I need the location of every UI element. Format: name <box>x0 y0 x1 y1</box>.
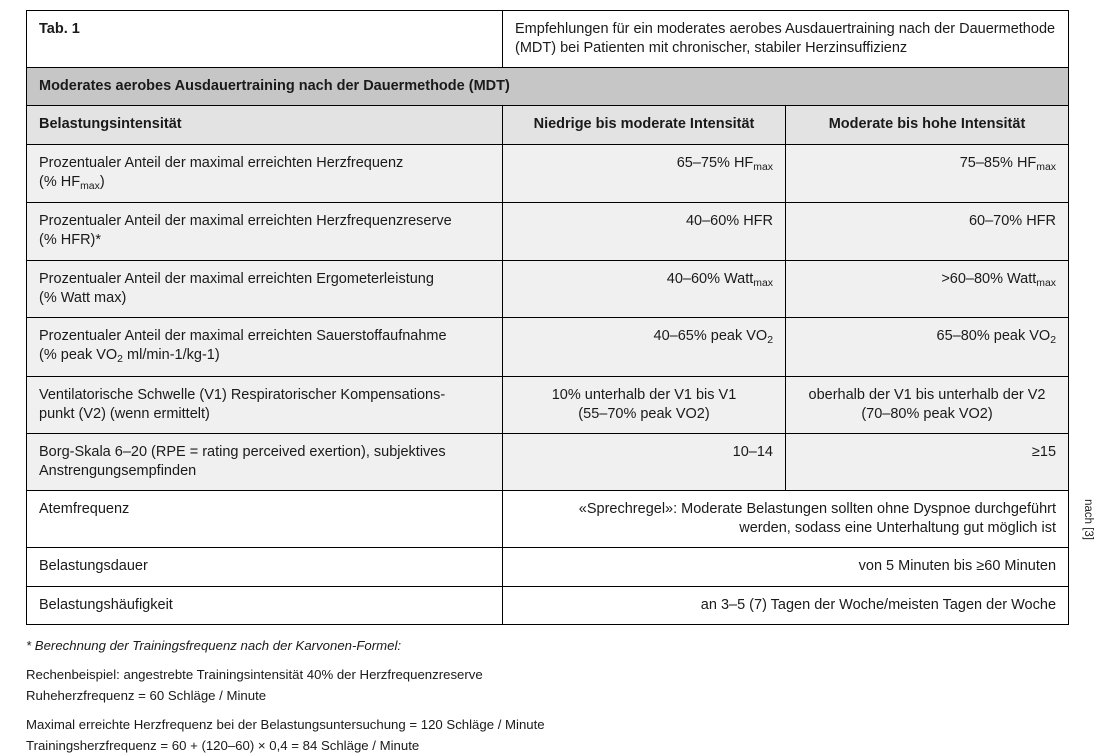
row-label <box>27 260 503 317</box>
row-value-low: 65–75% $HF_{max}$ <box>503 144 786 203</box>
row-value-high: 65–80% peak $VO_2$ <box>786 317 1069 376</box>
recommendations-table <box>26 10 1069 625</box>
row-label-line2: Anstrengungsempfinden <box>39 463 197 479</box>
table-row <box>27 260 1069 317</box>
footnote-line1: Rechenbeispiel: angestrebte Trainingsintensität 40% der Herzfrequenzreserve <box>26 666 483 682</box>
row-value-high: >60–80% Watt$_{max}$ <box>786 260 1069 317</box>
row-value-span: an 3–5 (7) Tagen der Woche/meisten Tagen der Woche <box>503 586 1069 624</box>
row-label-line2: punkt (V2) (wenn ermittelt) <box>39 405 210 422</box>
caption-row <box>27 11 1069 68</box>
row-value-low: 40–65% peak $VO_2$ <box>503 317 786 376</box>
row-label <box>27 203 503 260</box>
column-header-low: Niedrige bis moderate Intensität <box>503 106 786 144</box>
footnote-line2: Ruheherzfrequenz = 60 Schläge / Minute <box>26 687 267 703</box>
row-label-line2: (% peak $VO_2$ ml/min-1/kg-1) <box>39 346 220 365</box>
table-row <box>27 376 1069 433</box>
table-row <box>27 144 1069 203</box>
footnotes <box>26 636 1068 755</box>
row-label-line1: Prozentualer Anteil der maximal erreichten Herzfrequenzreserve <box>39 213 452 230</box>
row-value-low: 10–14 <box>503 433 786 490</box>
row-label-line1: Prozentualer Anteil der maximal erreichten Sauerstoffaufnahme <box>39 327 447 344</box>
footnote-line4: Trainingsherzfrequenz = 60 + (120–60) × 0,4 = 84 Schläge / Minute <box>26 738 420 754</box>
row-label-line1: Borg-Skala 6–20 (RPE = rating perceived exertion), subjektives <box>39 443 446 460</box>
table-row <box>27 548 1069 586</box>
footnote-line3: Maximal erreichte Herzfrequenz bei der Belastungsuntersuchung = 120 Schläge / Minute <box>26 717 545 733</box>
row-label: Atemfrequenz <box>27 491 503 548</box>
table-row <box>27 491 1069 548</box>
row-label-line1: Prozentualer Anteil der maximal erreichten Ergometerleistung <box>39 270 434 287</box>
footnote-karvonen: * Berechnung der Trainingsfrequenz nach der Karvonen-Formel: <box>26 637 402 653</box>
row-value-high: 75–85% $HF_{max}$ <box>786 144 1069 203</box>
row-label <box>27 317 503 376</box>
column-header-row <box>27 106 1069 144</box>
row-label-line2: (% HFR)* <box>39 232 102 249</box>
row-value-high: 60–70% HFR <box>786 203 1069 260</box>
row-label: Belastungshäufigkeit <box>27 586 503 624</box>
row-value-span: von 5 Minuten bis ≥60 Minuten <box>503 548 1069 586</box>
caption-label: Tab. 1 <box>27 11 503 68</box>
row-label-line1: Ventilatorische Schwelle (V1) Respiratorischer Kompensations- <box>39 386 446 403</box>
row-value-low: 10% unterhalb der V1 bis V1 (55–70% peak VO2) <box>503 376 786 433</box>
row-value-low: 40–60% Watt$_{max}$ <box>503 260 786 317</box>
column-header-high: Moderate bis hohe Intensität <box>786 106 1069 144</box>
row-label <box>27 376 503 433</box>
table-row <box>27 317 1069 376</box>
caption-text: Empfehlungen für ein moderates aerobes Ausdauertraining nach der Dauermethode (MDT) bei Patienten mit chronischer, stabiler Herzinsuffizienz <box>503 11 1069 68</box>
row-value-high: oberhalb der V1 bis unterhalb der V2 (70–80% peak VO2) <box>786 376 1069 433</box>
row-label-line2: (% $HF_{max}$) <box>39 173 105 192</box>
section-header-row <box>27 68 1069 106</box>
row-value-high: ≥15 <box>786 433 1069 490</box>
row-label-line2: (% Watt max) <box>39 289 127 306</box>
section-header: Moderates aerobes Ausdauertraining nach der Dauermethode (MDT) <box>27 68 1069 106</box>
source-credit: nach [3] <box>1082 499 1094 540</box>
row-label <box>27 433 503 490</box>
row-value-span: «Sprechregel»: Moderate Belastungen sollten ohne Dyspnoe durchgeführt werden, sodass eine Unterhaltung gut möglich ist <box>503 491 1069 548</box>
table-row <box>27 203 1069 260</box>
column-header-intensity: Belastungsintensität <box>27 106 503 144</box>
row-value-low: 40–60% HFR <box>503 203 786 260</box>
table-row <box>27 586 1069 624</box>
table-row <box>27 433 1069 490</box>
row-label-line1: Prozentualer Anteil der maximal erreichten Herzfrequenz <box>39 154 404 171</box>
row-label: Belastungsdauer <box>27 548 503 586</box>
row-label <box>27 144 503 203</box>
